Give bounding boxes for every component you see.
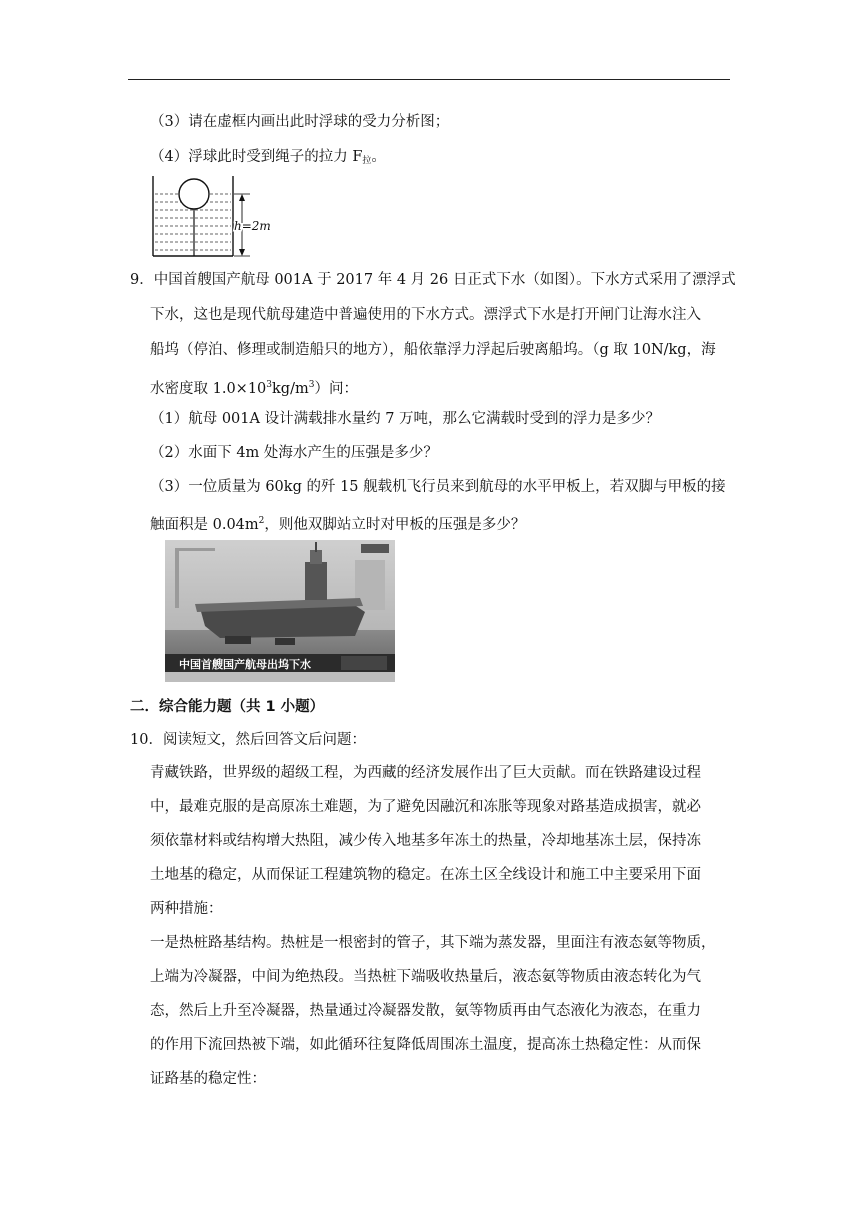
section-heading: 二．综合能力题（共 1 小题） bbox=[130, 699, 325, 715]
q10-p2-line5: 证路基的稳定性： bbox=[150, 1071, 266, 1087]
q9-part1: （1）航母 001A 设计满载排水量约 7 万吨，那么它满载时受到的浮力是多少？ bbox=[150, 411, 661, 427]
q9-line2: 下水，这也是现代航母建造中普遍使用的下水方式。漂浮式下水是打开闸门让海水注入 bbox=[150, 307, 701, 323]
q8-part4: （4）浮球此时受到绳子的拉力 $F_拉$。 bbox=[150, 149, 386, 166]
q10-p1-line1: 青藏铁路，世界级的超级工程，为西藏的经济发展作出了巨大贡献。而在铁路建设过程 bbox=[150, 765, 701, 781]
q10-p2-line2: 上端为冷凝器，中间为绝热段。当热桩下端吸收热量后，液态氨等物质由液态转化为气 bbox=[150, 969, 701, 985]
q10-p1-line5: 两种措施： bbox=[150, 901, 223, 917]
header-rule bbox=[128, 79, 730, 80]
depth-label: h=2m bbox=[234, 219, 271, 233]
q9-part3-line2: 触面积是 $0.04m^2$，则他双脚站立时对甲板的压强是多少？ bbox=[150, 516, 526, 533]
q9-line4: 水密度取 $1.0\times 10^3kg/m^3$）问： bbox=[150, 380, 358, 397]
q10-p2-line4: 的作用下流回热被下端，如此循环往复降低周围冻土温度，提高冻土热稳定性：从而保 bbox=[150, 1037, 701, 1053]
q10-p2-line1: 一是热桩路基结构。热桩是一根密封的管子，其下端为蒸发器，里面注有液态氨等物质， bbox=[150, 935, 716, 951]
q10-p2-line3: 态，然后上升至冷凝器，热量通过冷凝器发散，氨等物质再由气态液化为液态，在重力 bbox=[150, 1003, 701, 1019]
q9-line3: 船坞（停泊、修理或制造船只的地方），船依靠浮力浮起后驶离船坞。（g 取 10N/kg，海 bbox=[150, 342, 716, 358]
q10-p1-line3: 须依靠材料或结构增大热阻，减少传入地基多年冻土的热量，冷却地基冻土层，保持冻 bbox=[150, 833, 701, 849]
q9-line1: 9．中国首艘国产航母 001A 于 2017 年 4 月 26 日正式下水（如图）。下水方式采用了漂浮式 bbox=[130, 272, 736, 288]
q10-intro: 10．阅读短文，然后回答文后问题： bbox=[130, 732, 366, 748]
q10-p1-line4: 土地基的稳定，从而保证工程建筑物的稳定。在冻土区全线设计和施工中主要采用下面 bbox=[150, 867, 701, 883]
q8-part3: （3）请在虚框内画出此时浮球的受力分析图； bbox=[150, 114, 450, 130]
q9-part2: （2）水面下 4m 处海水产生的压强是多少？ bbox=[150, 445, 438, 461]
carrier-photo bbox=[165, 540, 395, 682]
buoy-diagram bbox=[150, 174, 280, 258]
q10-p1-line2: 中，最难克服的是高原冻土难题，为了避免因融沉和冻胀等现象对路基造成损害，就必 bbox=[150, 799, 701, 815]
photo-caption: 中国首艘国产航母出坞下水 bbox=[179, 658, 311, 671]
q9-part3-line1: （3）一位质量为 60kg 的歼 15 舰载机飞行员来到航母的水平甲板上，若双脚与甲板的接 bbox=[150, 479, 726, 495]
